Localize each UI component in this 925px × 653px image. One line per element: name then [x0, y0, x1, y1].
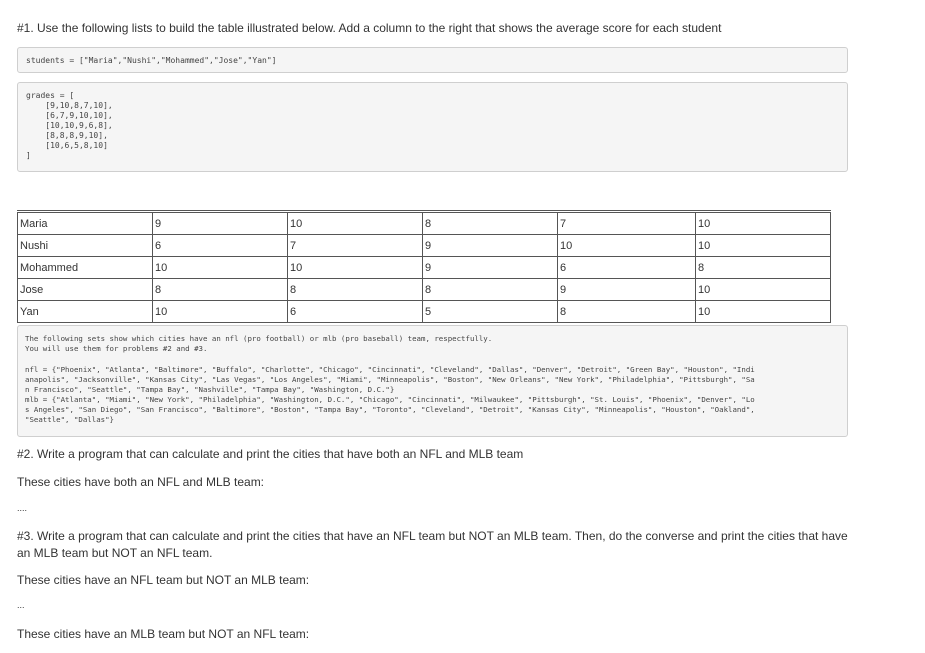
nfl-set-line: anapolis", "Jacksonville", "Kansas City", "Las Vegas", "Los Angeles", "Miami", "Minneapolis", "Boston", "New Orleans", "New York", "Philadelphia", "Pittsburgh", "Sa	[25, 375, 755, 384]
score-cell: 10	[558, 235, 696, 257]
q3-placeholder: ...	[17, 600, 25, 610]
score-cell: 8	[153, 279, 288, 301]
score-cell: 8	[423, 279, 558, 301]
sets-intro-line: The following sets show which cities have an nfl (pro football) or mlb (pro baseball) team, respectfully.	[25, 334, 493, 343]
student-name-cell: Nushi	[18, 235, 153, 257]
student-name-cell: Maria	[18, 212, 153, 235]
students-code-block	[17, 47, 848, 73]
score-cell: 6	[288, 301, 423, 323]
grades-code-line: ]	[26, 151, 31, 160]
score-cell: 9	[423, 257, 558, 279]
score-cell: 9	[423, 235, 558, 257]
sets-intro-line: You will use them for problems #2 and #3.	[25, 344, 208, 353]
q1-instruction: #1. Use the following lists to build the table illustrated below. Add a column to the right that shows the average score for each student	[17, 21, 722, 35]
q3-instruction-line: an MLB team but NOT an NFL team.	[17, 546, 213, 560]
score-cell: 7	[288, 235, 423, 257]
score-cell: 8	[696, 257, 831, 279]
table-row	[18, 279, 831, 301]
table-row	[18, 212, 831, 235]
score-cell: 10	[696, 212, 831, 235]
score-cell: 9	[153, 212, 288, 235]
score-cell: 10	[288, 212, 423, 235]
q2-instruction: #2. Write a program that can calculate and print the cities that have both an NFL and MLB team	[17, 447, 524, 461]
mlb-set-line: mlb = {"Atlanta", "Miami", "New York", "Philadelphia", "Washington, D.C.", "Chicago", "Cincinnati", "Milwaukee", "Pittsburgh", "St. Louis", "Phoenix", "Denver", "Lo	[25, 395, 755, 404]
mlb-set-line: s Angeles", "San Diego", "San Francisco", "Baltimore", "Boston", "Tampa Bay", "Toronto", "Cleveland", "Detroit", "Kansas City", "Minneapolis", "Houston", "Oakland",	[25, 405, 755, 414]
q3-nfl-only-label: These cities have an NFL team but NOT an MLB team:	[17, 573, 310, 587]
score-cell: 10	[696, 279, 831, 301]
city-sets-code-block	[17, 325, 848, 437]
q2-output-label: These cities have both an NFL and MLB team:	[17, 475, 265, 489]
grades-code-line: [10,6,5,8,10]	[26, 141, 108, 150]
q2-placeholder: ....	[17, 503, 28, 513]
grades-code-line: [9,10,8,7,10],	[26, 101, 113, 110]
score-cell: 10	[288, 257, 423, 279]
score-cell: 10	[696, 235, 831, 257]
grades-code-line: [10,10,9,6,8],	[26, 121, 113, 130]
grades-code-line: [6,7,9,10,10],	[26, 111, 113, 120]
student-name-cell: Mohammed	[18, 257, 153, 279]
student-name-cell: Jose	[18, 279, 153, 301]
q3-mlb-only-label: These cities have an MLB team but NOT an NFL team:	[17, 627, 310, 641]
score-cell: 10	[696, 301, 831, 323]
student-name-cell: Yan	[18, 301, 153, 323]
table-row	[18, 257, 831, 279]
score-cell: 6	[153, 235, 288, 257]
grades-table	[17, 210, 831, 323]
score-cell: 10	[153, 301, 288, 323]
nfl-set-line: n Francisco", "Seattle", "Tampa Bay", "Nashville", "Tampa Bay", "Washington, D.C."}	[25, 385, 395, 394]
score-cell: 9	[558, 279, 696, 301]
grades-code-line: [8,8,8,9,10],	[26, 131, 108, 140]
grades-code-line: grades = [	[26, 91, 75, 100]
score-cell: 5	[423, 301, 558, 323]
table-row	[18, 235, 831, 257]
students-code: students = ["Maria","Nushi","Mohammed","Jose","Yan"]	[26, 56, 277, 65]
score-cell: 8	[558, 301, 696, 323]
score-cell: 7	[558, 212, 696, 235]
score-cell: 6	[558, 257, 696, 279]
nfl-set-line: nfl = {"Phoenix", "Atlanta", "Baltimore", "Buffalo", "Charlotte", "Chicago", "Cincinnati", "Cleveland", "Dallas", "Denver", "Detroit", "Green Bay", "Houston", "Indi	[25, 365, 755, 374]
score-cell: 8	[423, 212, 558, 235]
mlb-set-line: "Seattle", "Dallas"}	[25, 415, 114, 424]
score-cell: 8	[288, 279, 423, 301]
score-cell: 10	[153, 257, 288, 279]
table-row	[18, 301, 831, 323]
grades-code-block	[17, 82, 848, 172]
q3-instruction-line: #3. Write a program that can calculate and print the cities that have an NFL team but NOT an MLB team. Then, do the converse and print the cities that have	[17, 529, 848, 543]
